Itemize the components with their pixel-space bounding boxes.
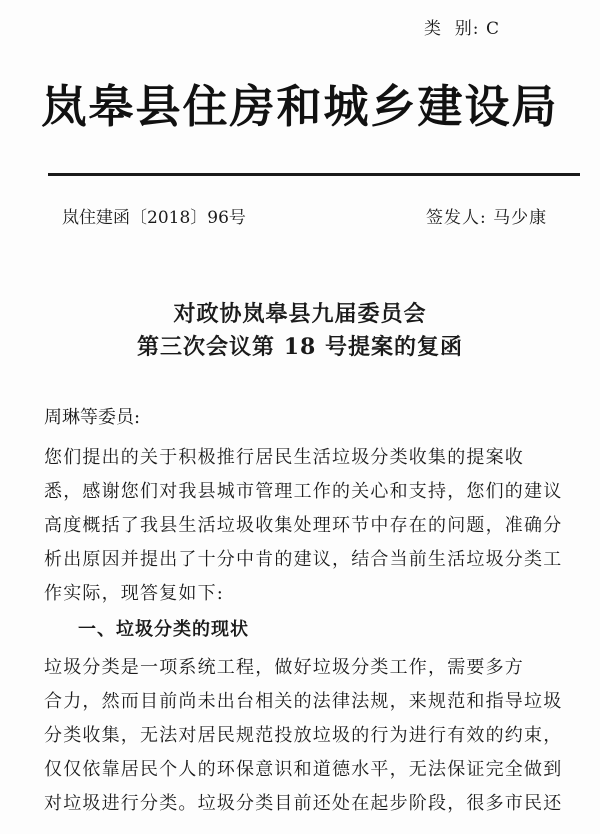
paragraph-line: 您们提出的关于积极推行居民生活垃圾分类收集的提案收 xyxy=(44,447,524,468)
paragraph-line: 高度概括了我县生活垃圾收集处理环节中存在的问题，准确分 xyxy=(44,515,563,536)
paragraph-line: 析出原因并提出了十分中肯的建议，结合当前生活垃圾分类工 xyxy=(44,549,563,570)
paragraph-line: 作实际，现答复如下: xyxy=(44,583,225,604)
category-label: 类 别: C xyxy=(424,19,500,39)
document-number: 岚住建函〔2018〕96号 xyxy=(62,208,246,228)
header-divider xyxy=(48,173,580,176)
salutation: 周琳等委员: xyxy=(44,407,141,428)
agency-masthead: 岚皋县住房和城乡建设局 xyxy=(41,80,559,133)
paragraph-line: 合力，然而目前尚未出台相关的法律法规，来规范和指导垃圾 xyxy=(44,691,563,712)
paragraph-line: 分类收集，无法对居民规范投放垃圾的行为进行有效的约束， xyxy=(44,725,563,746)
document-title-line-2: 第三次会议第 18 号提案的复函 xyxy=(137,334,463,360)
paragraph-line: 仅仅依靠居民个人的环保意识和道德水平，无法保证完全做到 xyxy=(44,759,563,780)
paragraph-line: 垃圾分类是一项系统工程，做好垃圾分类工作，需要多方 xyxy=(44,657,524,678)
paragraph-line: 对垃圾进行分类。垃圾分类目前还处在起步阶段，很多市民还 xyxy=(44,793,563,814)
document-title-line-1: 对政协岚皋县九届委员会 xyxy=(173,301,427,327)
signer: 签发人: 马少康 xyxy=(426,208,548,228)
paragraph-line: 悉，感谢您们对我县城市管理工作的关心和支持，您们的建议 xyxy=(44,481,563,502)
section-heading: 一、垃圾分类的现状 xyxy=(78,619,249,640)
